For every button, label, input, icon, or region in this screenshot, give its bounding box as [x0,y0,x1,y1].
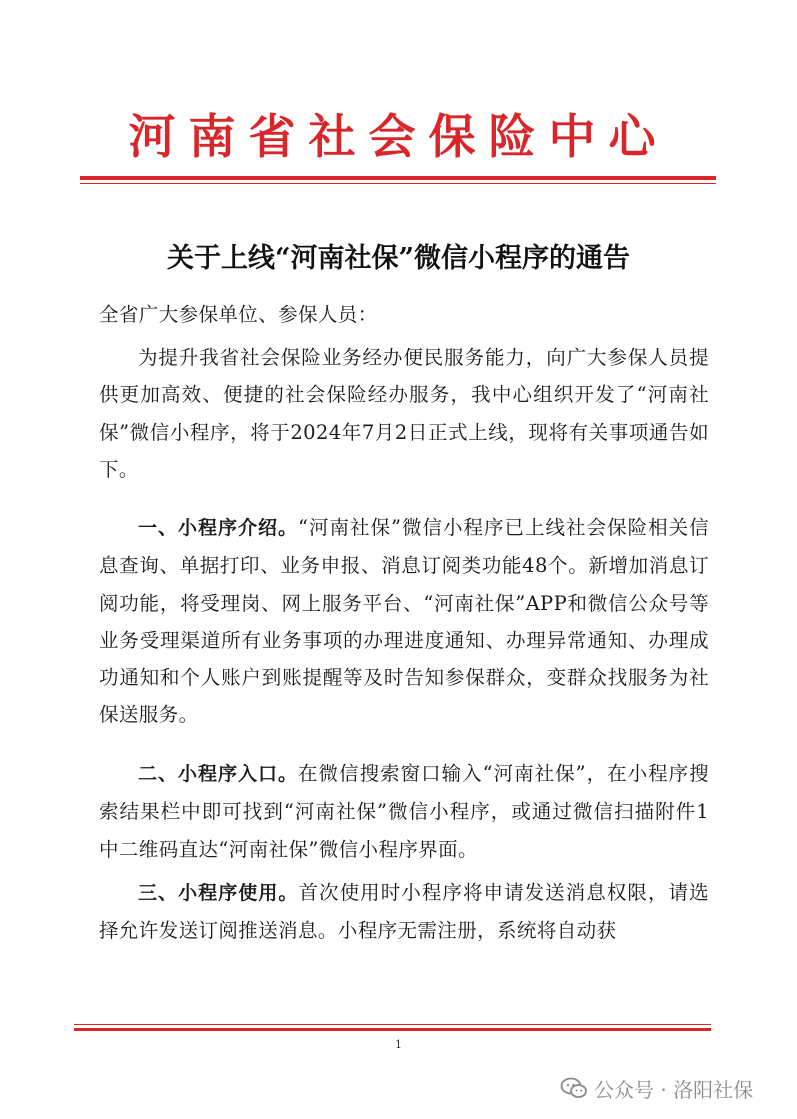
watermark [560,1073,753,1103]
section-entry-paragraph [99,755,709,868]
section-usage-paragraph [99,874,709,950]
section-body: “河南社保”微信小程序已上线社会保险相关信息查询、单据打印、业务申报、消息订阅类功能48个。新增加消息订阅功能，将受理岗、网上服务平台、“河南社保”APP和微信公众号等业务受理渠道所有业务事项的办理进度通知、办理异常通知、办理成功通知和个人账户到账提醒等及时告知参保群众，变群众找服务为社保送服务。 [99,516,709,727]
watermark-text: 公众号 · 洛阳社保 [594,1077,754,1102]
notice-title: 关于上线“河南社保”微信小程序的通告 [166,243,631,274]
section-heading: 三、小程序使用。 [138,882,299,904]
header-rule-thin [80,183,716,184]
section-heading: 二、小程序入口。 [138,763,299,785]
intro-paragraph: 为提升我省社会保险业务经办便民服务能力，向广大参保人员提供更加高效、便捷的社会保险经办服务，我中心组织开发了“河南社保”微信小程序，将于2024年7月2日正式上线，现将有关事项通告如下。 [99,346,709,481]
page-number: 1 [395,1038,402,1051]
footer-rule-thin [74,1024,711,1025]
section-heading: 一、小程序介绍。 [138,517,299,539]
section-intro-paragraph [99,509,709,734]
section-body: 首次使用时小程序将申请发送消息权限，请选择允许发送订阅推送消息。小程序无需注册，系统将自动获 [99,881,709,943]
section-body: 在微信搜索窗口输入“河南社保”，在小程序搜索结果栏中即可找到“河南社保”微信小程序，或通过微信扫描附件1中二维码直达“河南社保”微信小程序界面。 [99,762,709,861]
header-rule-thick [80,176,716,180]
wechat-icon [560,1077,588,1099]
footer-rule-thick [74,1028,711,1031]
salutation: 全省广大参保单位、参保人员： [99,303,378,326]
org-header: 河南省社会保险中心 [128,110,669,165]
